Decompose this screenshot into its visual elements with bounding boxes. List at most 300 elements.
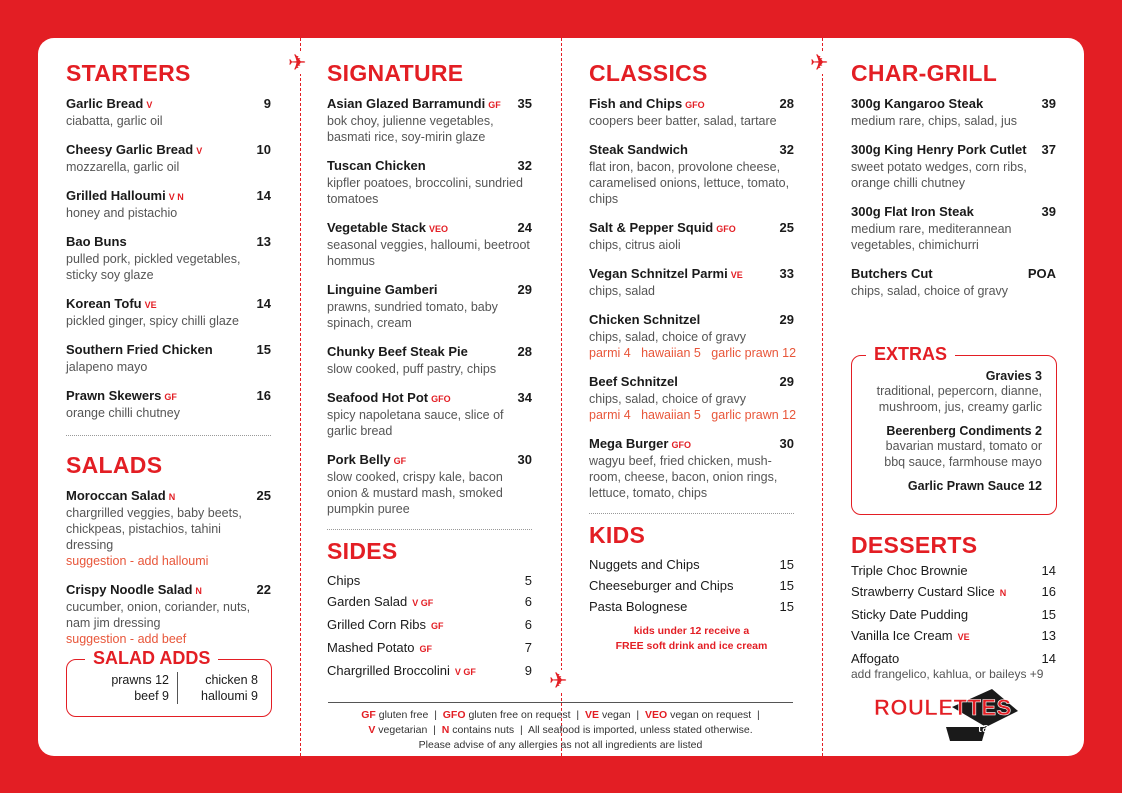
legend-code: GFO [442, 709, 466, 721]
list-item-price: 15 [779, 578, 794, 593]
menu-item-description: ciabatta, garlic oil [66, 114, 163, 128]
dietary-tag: N [999, 588, 1007, 598]
menu-item-name: Korean Tofu [66, 296, 142, 311]
legend-text: gluten free [378, 709, 429, 721]
section-title-signature: SIGNATURE [327, 60, 464, 86]
menu-item-name-wrap [66, 141, 202, 159]
column-chargrill [851, 62, 1056, 311]
dietary-tag: V N [168, 192, 184, 202]
legend-text: vegetarian [378, 724, 428, 736]
section-title-salads: SALADS [66, 452, 163, 478]
dietary-tag: GFO [671, 440, 691, 450]
menu-item-price: 22 [256, 582, 271, 597]
menu-item-price: 28 [779, 96, 794, 111]
menu-item [851, 265, 1056, 299]
dietary-tag: VEO [429, 224, 449, 234]
list-item [589, 599, 794, 614]
menu-item-name: Mega Burger [589, 436, 669, 451]
menu-item-name-wrap [589, 311, 700, 329]
menu-item-price: 39 [1041, 204, 1056, 219]
menu-item [589, 435, 794, 501]
menu-item-description: chips, salad, choice of gravy [589, 392, 747, 406]
menu-item-price: 30 [779, 436, 794, 451]
menu-item-description: flat iron, bacon, provolone cheese, caramelised onions, lettuce, tomato, chips [589, 160, 790, 206]
menu-item-name-wrap [589, 95, 705, 113]
menu-item-description: coopers beer batter, salad, tartare [589, 114, 777, 128]
dotted-divider [327, 529, 532, 530]
dietary-tag: V [196, 146, 203, 156]
section-title-kids: KIDS [589, 522, 646, 548]
list-item-price: 15 [1041, 607, 1056, 622]
logo-sub: tavern [978, 720, 1018, 735]
menu-item-name-wrap [327, 219, 448, 237]
menu-item [66, 387, 271, 421]
logo [874, 689, 1034, 741]
menu-item-row [327, 281, 532, 299]
list-item [327, 573, 532, 588]
section-title-chargrill: CHAR-GRILL [851, 60, 998, 86]
menu-item-row [589, 219, 794, 237]
menu-item-description: jalapeno mayo [66, 360, 148, 374]
list-item-name-wrap [589, 578, 734, 593]
menu-item-name: Beef Schnitzel [589, 374, 678, 389]
list-item-name-wrap [327, 640, 432, 657]
menu-item-name: Southern Fried Chicken [66, 342, 213, 357]
menu-item-row [66, 295, 271, 313]
menu-item-price: 10 [256, 142, 271, 157]
menu-item-name-wrap [589, 265, 743, 283]
logo-main: ROULETTES [874, 695, 1012, 720]
legend-code: VEO [644, 709, 668, 721]
list-item-name-wrap [327, 663, 476, 680]
extras-item-description: bavarian mustard, tomato or bbq sauce, farmhouse mayo [884, 439, 1042, 469]
plane-icon: ✈ [549, 668, 568, 693]
menu-item-description: seasonal veggies, halloumi, beetroot hommus [327, 238, 530, 268]
menu-item-description: medium rare, chips, salad, jus [851, 114, 1018, 128]
menu-item-name-wrap [66, 233, 127, 251]
menu-item-name-wrap [327, 95, 501, 113]
menu-item-description: slow cooked, puff pastry, chips [327, 362, 497, 376]
menu-item-price: 16 [256, 388, 271, 403]
menu-item-description: honey and pistachio [66, 206, 178, 220]
list-item-price: 6 [524, 594, 532, 609]
menu-item [851, 203, 1056, 253]
list-item [589, 557, 794, 572]
menu-item-name: Garlic Bread [66, 96, 144, 111]
extras-box [851, 344, 1057, 515]
menu-item-row [66, 341, 271, 359]
kids-note-line: FREE soft drink and ice cream [615, 640, 768, 652]
starters-list [66, 95, 271, 421]
list-item-name-wrap [851, 607, 968, 622]
menu-item-name: Seafood Hot Pot [327, 390, 429, 405]
menu-item-name: Vegetable Stack [327, 220, 426, 235]
menu-item [589, 265, 794, 299]
menu-item-name: Salt & Pepper Squid [589, 220, 714, 235]
extras-item-name: Garlic Prawn Sauce 12 [907, 479, 1042, 493]
menu-item-price: 29 [779, 374, 794, 389]
menu-item-name: Steak Sandwich [589, 142, 688, 157]
list-item-price: 15 [779, 557, 794, 572]
signature-list [327, 95, 532, 517]
menu-item-name: Pork Belly [327, 452, 391, 467]
menu-item-price: 37 [1041, 142, 1056, 157]
list-item-name: Sticky Date Pudding [851, 607, 969, 622]
separator-3 [822, 38, 823, 756]
menu-item-name: Crispy Noodle Salad [66, 582, 193, 597]
menu-item [66, 141, 271, 175]
menu-item-suggestion: parmi 4 hawaiian 5 garlic prawn 12 [589, 408, 797, 422]
menu-item-row [589, 95, 794, 113]
menu-item-name-wrap [851, 265, 933, 283]
menu-item [327, 157, 532, 207]
menu-item-name-wrap [327, 451, 406, 469]
menu-item-price: 9 [263, 96, 271, 111]
menu-item-name-wrap [327, 281, 438, 299]
menu-item-description: sweet potato wedges, corn ribs, orange chilli chutney [851, 160, 1027, 190]
menu-item-description: chips, salad, choice of gravy [589, 330, 747, 344]
salad-adds-box [66, 648, 272, 717]
menu-item-row [66, 141, 271, 159]
menu-item-name-wrap [327, 157, 426, 175]
list-item-name-wrap [327, 617, 443, 634]
menu-item [589, 95, 794, 129]
extras-item-name: Gravies 3 [985, 369, 1042, 383]
list-item-price: 14 [1041, 563, 1056, 578]
salads-list [66, 487, 271, 647]
legend-line-2: V vegetarian | N contains nuts | All seafood is imported, unless stated otherwise. [368, 724, 753, 736]
menu-item-suggestion: suggestion - add beef [66, 632, 187, 646]
menu-item-name: 300g Kangaroo Steak [851, 96, 984, 111]
menu-item-name-wrap [66, 487, 175, 505]
list-item [327, 640, 532, 657]
menu-item-price: 29 [517, 282, 532, 297]
salad-adds-title: SALAD ADDS [85, 648, 218, 669]
dietary-tag: GF [393, 456, 407, 466]
menu-item-name: Moroccan Salad [66, 488, 166, 503]
list-item-name-wrap [589, 557, 700, 572]
menu-item-name-wrap [589, 373, 678, 391]
menu-item-price: 25 [256, 488, 271, 503]
dietary-tag: GFO [716, 224, 736, 234]
menu-item-description: prawns, sundried tomato, baby spinach, cream [327, 300, 498, 330]
menu-item-name-wrap [589, 435, 691, 453]
menu-item-price: 14 [256, 188, 271, 203]
menu-item-name: Grilled Halloumi [66, 188, 166, 203]
menu-item-row [66, 233, 271, 251]
list-item [851, 584, 1056, 601]
extras-item [862, 369, 1042, 415]
menu-item-description: mozzarella, garlic oil [66, 160, 180, 174]
list-item [327, 594, 532, 611]
menu-item-name: Chunky Beef Steak Pie [327, 344, 468, 359]
menu-item-name-wrap [66, 341, 213, 359]
menu-item-row [66, 581, 271, 599]
dietary-tag: V GF [412, 598, 434, 608]
menu-item-name-wrap [66, 581, 202, 599]
dietary-tag: VE [144, 300, 157, 310]
legend-imported: All seafood is imported, unless stated otherwise. [527, 724, 753, 736]
menu-item-row [327, 451, 532, 469]
menu-item [66, 341, 271, 375]
menu-item-row [327, 95, 532, 113]
menu-item-description: spicy napoletana sauce, slice of garlic bread [327, 408, 504, 438]
legend-text: contains nuts [452, 724, 515, 736]
salad-add-item: halloumi 9 [201, 689, 258, 703]
salad-add-item: beef 9 [134, 689, 169, 703]
column-starters [66, 62, 271, 659]
menu-item-row [66, 487, 271, 505]
separator-1 [300, 38, 301, 756]
legend-text: gluten free on request [468, 709, 571, 721]
dietary-tag: N [168, 492, 176, 502]
legend-code: VE [585, 709, 600, 721]
list-item-price: 7 [524, 640, 532, 655]
menu-item [66, 187, 271, 221]
menu-item-price: 29 [779, 312, 794, 327]
menu-item-name: Asian Glazed Barramundi [327, 96, 486, 111]
menu-item-price: POA [1027, 266, 1056, 281]
chargrill-list [851, 95, 1056, 299]
menu-item-description: bok choy, julienne vegetables, basmati rice, soy-mirin glaze [327, 114, 494, 144]
menu-item [851, 95, 1056, 129]
list-item-price: 6 [524, 617, 532, 632]
menu-item-description: cucumber, onion, coriander, nuts, nam jim dressing [66, 600, 251, 630]
dietary-tag: GF [419, 644, 432, 654]
legend-divider [328, 702, 793, 703]
menu-item-row [589, 141, 794, 159]
menu-item [589, 219, 794, 253]
menu-item-name-wrap [589, 141, 688, 159]
legend-allergy: Please advise of any allergies as not all ingredients are listed [418, 739, 703, 751]
list-item [851, 628, 1056, 645]
section-title-sides: SIDES [327, 538, 398, 564]
menu-item-row [851, 141, 1056, 159]
menu-item-description: chips, salad [589, 284, 656, 298]
menu-item-row [851, 265, 1056, 283]
section-title-classics: CLASSICS [589, 60, 708, 86]
list-item-name-wrap [589, 599, 687, 614]
list-item-name-wrap [851, 563, 968, 578]
salad-add-item: prawns 12 [111, 673, 169, 687]
extras-item [862, 479, 1042, 493]
list-item-name-wrap [851, 628, 970, 645]
list-item [851, 563, 1056, 578]
dietary-tag: VE [957, 632, 970, 642]
menu-item-row [589, 311, 794, 329]
list-item-name: Grilled Corn Ribs [327, 617, 426, 632]
dietary-tag: GF [488, 100, 501, 110]
menu-item-name: Fish and Chips [589, 96, 683, 111]
legend-text: vegan [601, 709, 631, 721]
menu-item-row [851, 203, 1056, 221]
menu-item [66, 581, 271, 647]
list-item-name: Cheeseburger and Chips [589, 578, 734, 593]
list-item-price: 13 [1041, 628, 1056, 643]
list-item-price: 14 [1041, 651, 1056, 666]
list-item [851, 651, 1056, 666]
menu-item-name: Tuscan Chicken [327, 158, 426, 173]
list-item-name: Chargrilled Broccolini [327, 663, 450, 678]
extras-title: EXTRAS [866, 344, 955, 365]
salad-adds-right [178, 672, 258, 704]
menu-item [327, 219, 532, 269]
menu-item-description: chargrilled veggies, baby beets, chickpeas, pistachios, tahini dressing [66, 506, 242, 552]
legend-code: GF [361, 709, 376, 721]
kids-note-line: kids under 12 receive a [633, 625, 750, 637]
menu-item-price: 32 [517, 158, 532, 173]
list-item-name: Chips [327, 573, 361, 588]
menu-item-name: 300g Flat Iron Steak [851, 204, 974, 219]
salad-add-item: chicken 8 [205, 673, 258, 687]
menu-item-suggestion: suggestion - add halloumi [66, 554, 209, 568]
menu-item [327, 343, 532, 377]
column-signature [327, 62, 532, 686]
list-item-name: Triple Choc Brownie [851, 563, 968, 578]
menu-item-price: 34 [517, 390, 532, 405]
menu-item-name-wrap [851, 95, 983, 113]
menu-item-row [589, 435, 794, 453]
menu-item-row [851, 95, 1056, 113]
menu-item-suggestion: parmi 4 hawaiian 5 garlic prawn 12 [589, 346, 797, 360]
legend-code: V [368, 724, 376, 736]
legend-line-1: GF gluten free | GFO gluten free on request | VE vegan | VEO vegan on request | [361, 709, 760, 721]
menu-item [327, 281, 532, 331]
menu-card [38, 38, 1084, 756]
list-item [327, 663, 532, 680]
dietary-tag: GFO [685, 100, 705, 110]
menu-item [851, 141, 1056, 191]
menu-item-name: Bao Buns [66, 234, 127, 249]
menu-item-price: 24 [517, 220, 532, 235]
sides-list [327, 573, 532, 680]
menu-item-price: 30 [517, 452, 532, 467]
extras-item-name: Beerenberg Condiments 2 [886, 424, 1042, 438]
list-item-name: Affogato [851, 651, 900, 666]
dietary-tag: N [195, 586, 202, 596]
extras-list [862, 369, 1042, 502]
desserts-list [851, 563, 1056, 666]
list-item [851, 607, 1056, 622]
list-item-price: 15 [779, 599, 794, 614]
menu-item [66, 487, 271, 569]
menu-item-row [66, 187, 271, 205]
menu-item-name-wrap [851, 141, 1027, 159]
menu-item-name-wrap [66, 387, 177, 405]
menu-item-description: pulled pork, pickled vegetables, sticky soy glaze [66, 252, 241, 282]
menu-item [66, 95, 271, 129]
menu-item-name-wrap [851, 203, 974, 221]
dietary-tag: V GF [454, 667, 476, 677]
plane-icon: ✈ [288, 50, 307, 75]
list-item-name-wrap [851, 651, 899, 666]
menu-item-price: 32 [779, 142, 794, 157]
menu-item-row [66, 95, 271, 113]
menu-item-row [589, 265, 794, 283]
list-item-name: Garden Salad [327, 594, 408, 609]
dietary-tag: V [146, 100, 153, 110]
dotted-divider [589, 513, 794, 514]
list-item-price: 5 [524, 573, 532, 588]
legend [328, 708, 793, 753]
menu-item-price: 15 [256, 342, 271, 357]
menu-item-price: 33 [779, 266, 794, 281]
menu-item-name-wrap [589, 219, 736, 237]
menu-item-row [327, 343, 532, 361]
legend-text: vegan on request [670, 709, 752, 721]
menu-item-price: 14 [256, 296, 271, 311]
list-item-price: 9 [524, 663, 532, 678]
legend-code: N [441, 724, 450, 736]
menu-item-row [327, 389, 532, 407]
column-classics [589, 60, 797, 654]
menu-item-row [327, 219, 532, 237]
menu-item-name: Chicken Schnitzel [589, 312, 701, 327]
menu-item-name: Linguine Gamberi [327, 282, 438, 297]
list-item-name: Pasta Bolognese [589, 599, 688, 614]
salad-adds-left [67, 672, 178, 704]
section-title-starters: STARTERS [66, 60, 191, 86]
dotted-divider [66, 435, 271, 436]
menu-item-description: pickled ginger, spicy chilli glaze [66, 314, 240, 328]
menu-item-name-wrap [66, 187, 184, 205]
menu-item-name: 300g King Henry Pork Cutlet [851, 142, 1027, 157]
menu-item-description: chips, citrus aioli [589, 238, 681, 252]
menu-item [589, 141, 794, 207]
list-item-name: Vanilla Ice Cream [851, 628, 953, 643]
list-item-name: Strawberry Custard Slice [851, 584, 995, 599]
list-item-name: Nuggets and Chips [589, 557, 700, 572]
list-item-name-wrap [327, 594, 433, 611]
dietary-tag: VE [730, 270, 743, 280]
extras-item [862, 424, 1042, 470]
list-item-name: Mashed Potato [327, 640, 415, 655]
list-item-name-wrap [327, 573, 360, 588]
dietary-tag: GF [430, 621, 444, 631]
menu-item-row [327, 157, 532, 175]
menu-item-price: 25 [779, 220, 794, 235]
classics-list [589, 95, 797, 501]
menu-item [327, 389, 532, 439]
list-item [589, 578, 794, 593]
menu-item-name: Prawn Skewers [66, 388, 162, 403]
menu-item-price: 39 [1041, 96, 1056, 111]
list-item [327, 617, 532, 634]
menu-item-description: orange chilli chutney [66, 406, 180, 420]
menu-item [66, 295, 271, 329]
menu-item-name: Butchers Cut [851, 266, 933, 281]
section-title-desserts: DESSERTS [851, 532, 978, 558]
desserts-note: add frangelico, kahlua, or baileys +9 [851, 667, 1044, 681]
menu-item-description: kipfler poatoes, broccolini, sundried tomatoes [327, 176, 523, 206]
menu-item-row [66, 387, 271, 405]
plane-icon: ✈ [810, 50, 829, 75]
menu-item-name-wrap [66, 295, 157, 313]
menu-item-name: Cheesy Garlic Bread [66, 142, 194, 157]
dietary-tag: GFO [431, 394, 451, 404]
menu-item-price: 13 [256, 234, 271, 249]
kids-list [589, 557, 794, 614]
extras-item-description: traditional, pepercorn, dianne, mushroom, jus, creamy garlic [876, 384, 1042, 414]
menu-item-description: slow cooked, crispy kale, bacon onion & mustard mash, smoked pumpkin puree [327, 470, 503, 516]
menu-item-row [589, 373, 794, 391]
menu-item-name: Vegan Schnitzel Parmi [589, 266, 728, 281]
menu-item-description: chips, salad, choice of gravy [851, 284, 1009, 298]
menu-item-price: 28 [517, 344, 532, 359]
menu-item-name-wrap [327, 389, 451, 407]
menu-item-name-wrap [327, 343, 468, 361]
list-item-name-wrap [851, 584, 1006, 601]
